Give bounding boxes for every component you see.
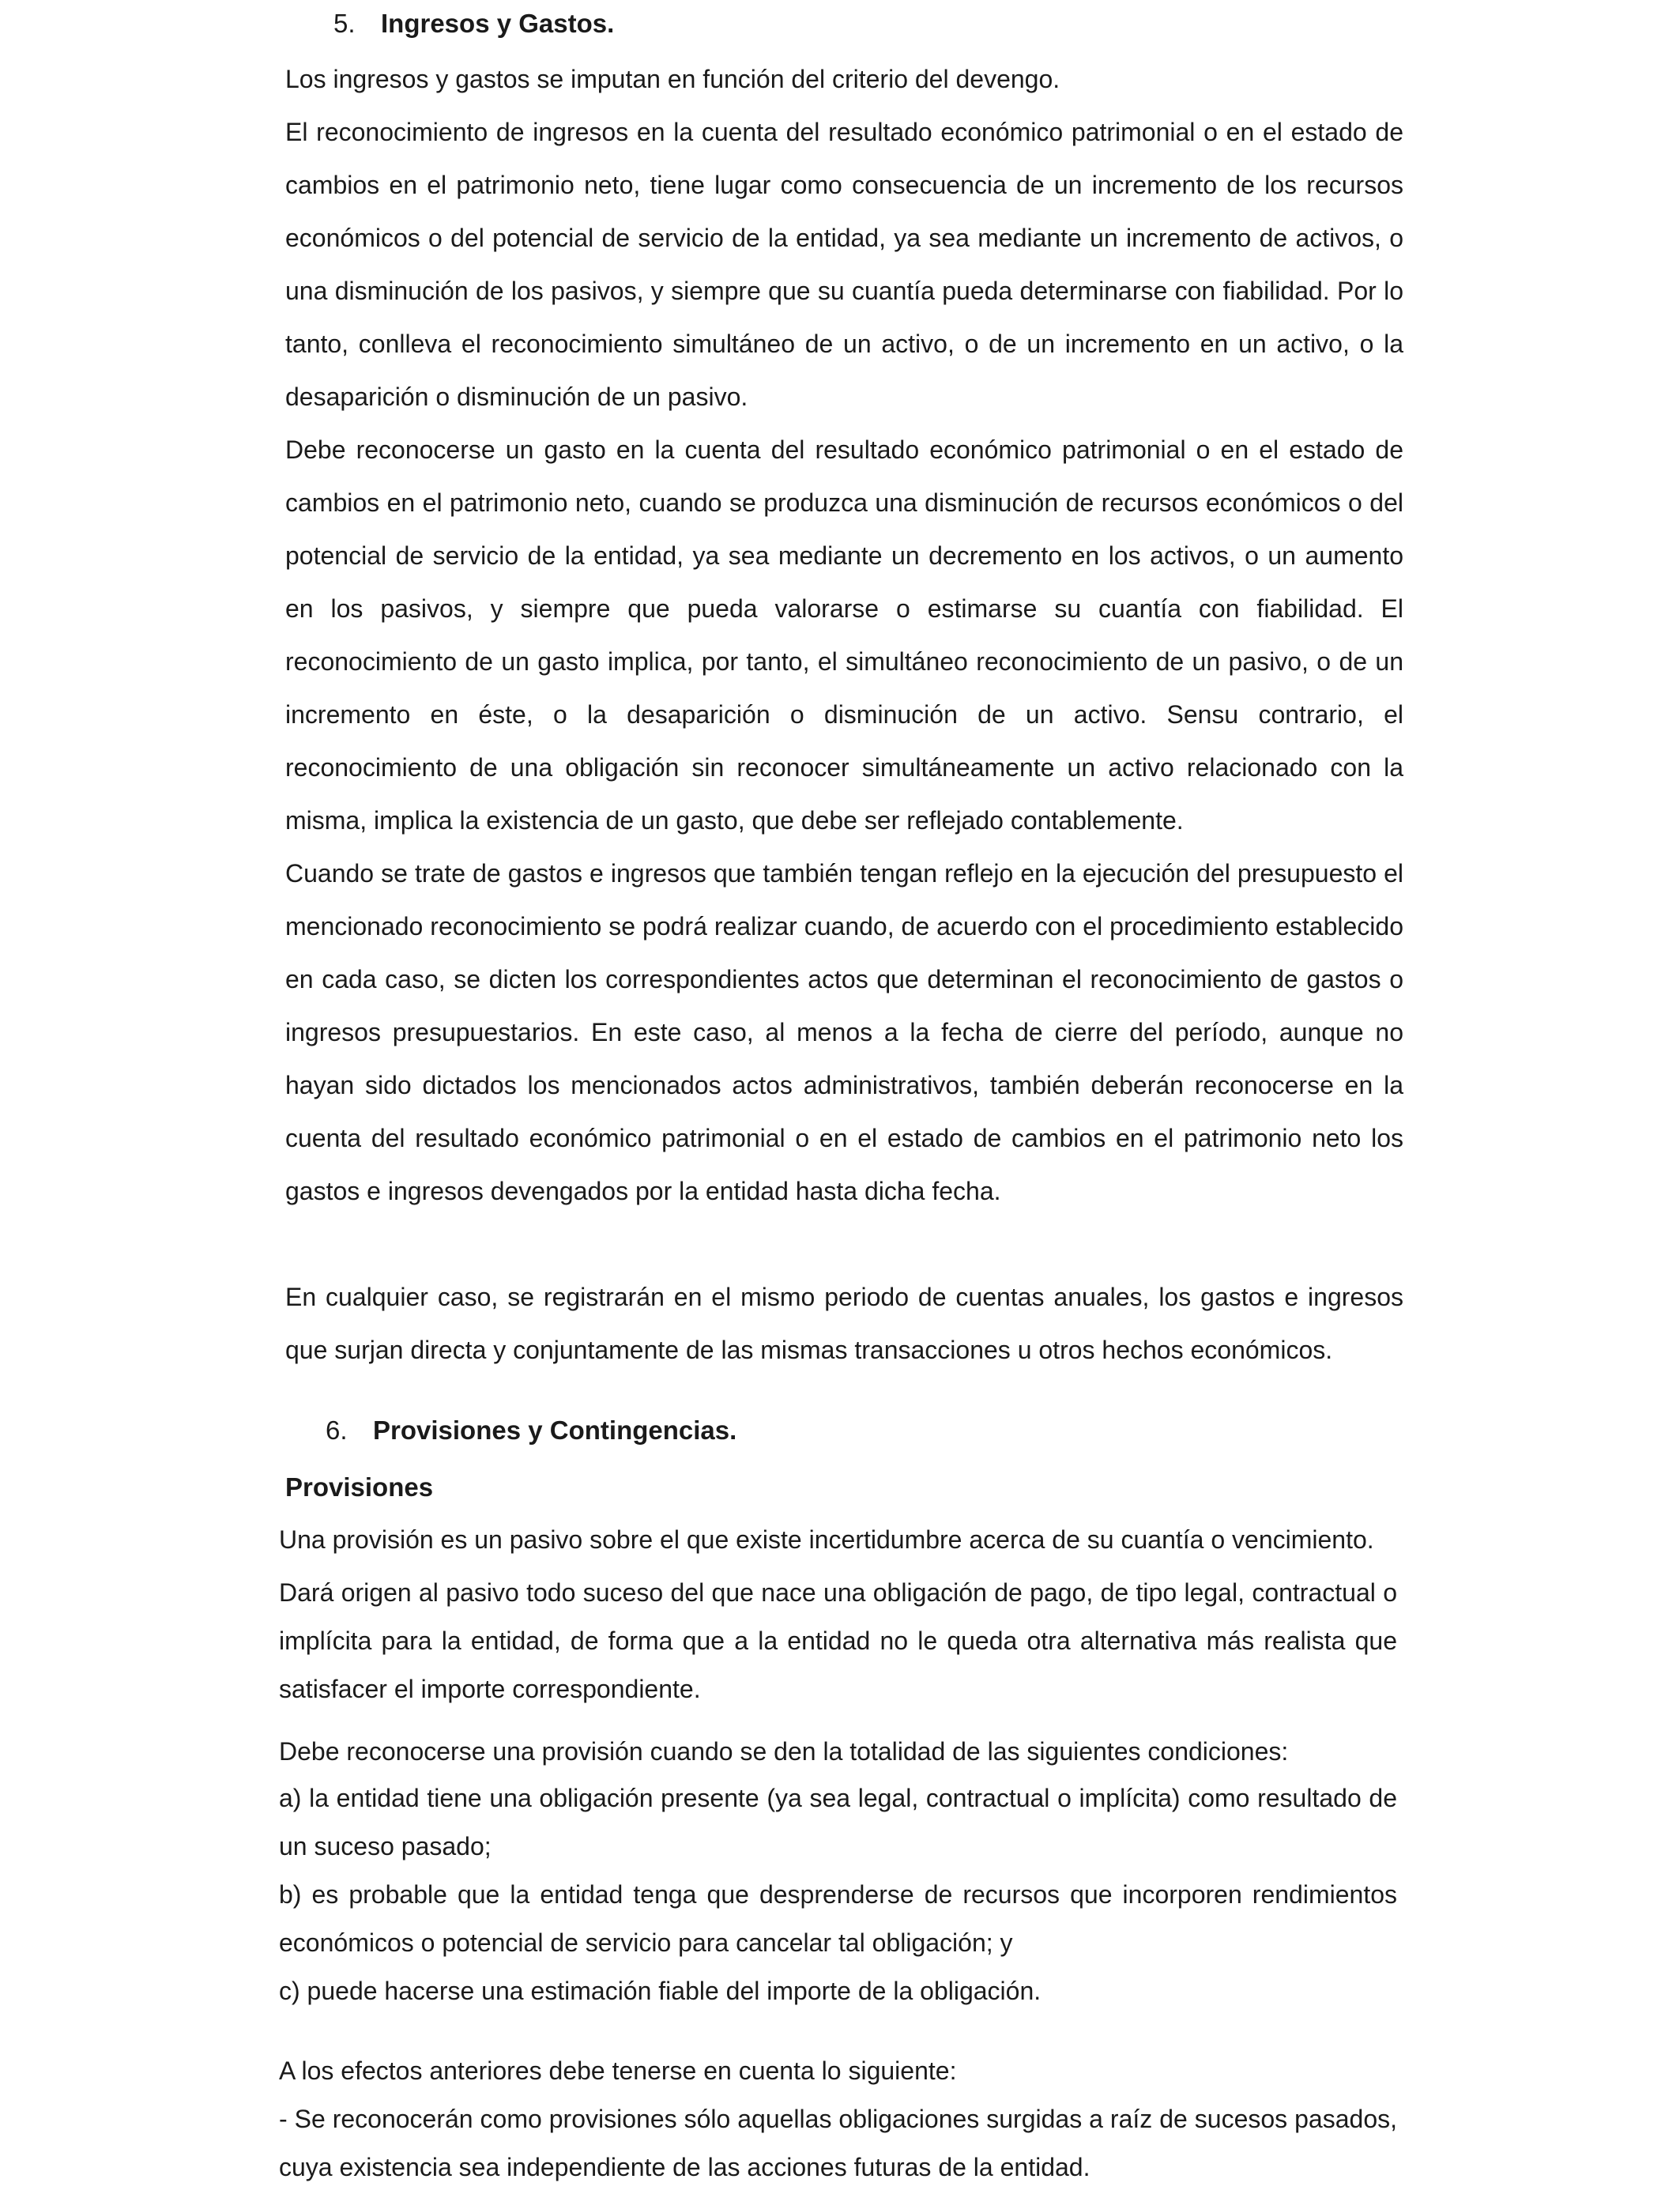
section-6-paragraph: Una provisión es un pasivo sobre el que existe incertidumbre acerca de su cuantía o vencimiento. [279, 1525, 1374, 1554]
section-5-title: Ingresos y Gastos. [381, 9, 615, 38]
section-5-paragraph: El reconocimiento de ingresos en la cuenta del resultado económico patrimonial o en el estado de cambios en el patrimonio neto, tiene lugar como consecuencia de un incremento de los recursos económicos o del potencial de servicio de la entidad, ya sea mediante un incremento de activos, o una disminución de los pasivos, y siempre que su cuantía pueda determinarse con fiabilidad. Por lo tanto, conlleva el reconocimiento simultáneo de un activo, o de un incremento en un activo, o la desaparición o disminución de un pasivo. [285, 118, 1403, 411]
section-5-heading [333, 8, 614, 40]
provisiones-subtitle: Provisiones [285, 1472, 434, 1502]
section-6-paragraph: Dará origen al pasivo todo suceso del que nace una obligación de pago, de tipo legal, contractual o implícita para la entidad, de forma que a la entidad no le queda otra alternativa más realista que satisfacer el importe correspondiente. [279, 1578, 1397, 1703]
section-6-paragraph: b) es probable que la entidad tenga que desprenderse de recursos que incorporen rendimientos económicos o potencial de servicio para cancelar tal obligación; y [279, 1880, 1397, 1957]
section-5-number: 5. [333, 9, 356, 38]
section-6-paragraph: - Se reconocerán como provisiones sólo aquellas obligaciones surgidas a raíz de sucesos pasados, cuya existencia sea independiente de las acciones futuras de la entidad. [279, 2105, 1397, 2181]
section-6-title: Provisiones y Contingencias. [373, 1416, 737, 1445]
section-5-paragraph: Debe reconocerse un gasto en la cuenta del resultado económico patrimonial o en el estado de cambios en el patrimonio neto, cuando se produzca una disminución de recursos económicos o del potencial de servicio de la entidad, ya sea mediante un decremento en los activos, o un aumento en los pasivos, y siempre que pueda valorarse o estimarse su cuantía con fiabilidad. El reconocimiento de un gasto implica, por tanto, el simultáneo reconocimiento de un pasivo, o de un incremento en éste, o la desaparición o disminución de un activo. Sensu contrario, el reconocimiento de una obligación sin reconocer simultáneamente un activo relacionado con la misma, implica la existencia de un gasto, que debe ser reflejado contablemente. [285, 435, 1403, 835]
section-6-paragraph: Debe reconocerse una provisión cuando se den la totalidad de las siguientes condiciones: [279, 1737, 1289, 1766]
section-5-paragraph: Cuando se trate de gastos e ingresos que también tengan reflejo en la ejecución del presupuesto el mencionado reconocimiento se podrá realizar cuando, de acuerdo con el procedimiento establecido en cada caso, se dicten los correspondientes actos que determinan el reconocimiento de gastos o ingresos presupuestarios. En este caso, al menos a la fecha de cierre del período, aunque no hayan sido dictados los mencionados actos administrativos, también deberán reconocerse en la cuenta del resultado económico patrimonial o en el estado de cambios en el patrimonio neto los gastos e ingresos devengados por la entidad hasta dicha fecha. [285, 859, 1403, 1205]
section-6-paragraph: a) la entidad tiene una obligación presente (ya sea legal, contractual o implícita) como resultado de un suceso pasado; [279, 1784, 1397, 1860]
section-6-paragraph: c) puede hacerse una estimación fiable del importe de la obligación. [279, 1977, 1042, 2005]
section-6-number: 6. [326, 1416, 348, 1445]
section-5-paragraph: En cualquier caso, se registrarán en el mismo periodo de cuentas anuales, los gastos e ingresos que surjan directa y conjuntamente de las mismas transacciones u otros hechos económicos. [285, 1283, 1403, 1364]
section-5-paragraph: Los ingresos y gastos se imputan en función del criterio del devengo. [285, 65, 1060, 93]
section-6-heading [326, 1415, 736, 1446]
section-6-paragraph: A los efectos anteriores debe tenerse en cuenta lo siguiente: [279, 2056, 957, 2085]
